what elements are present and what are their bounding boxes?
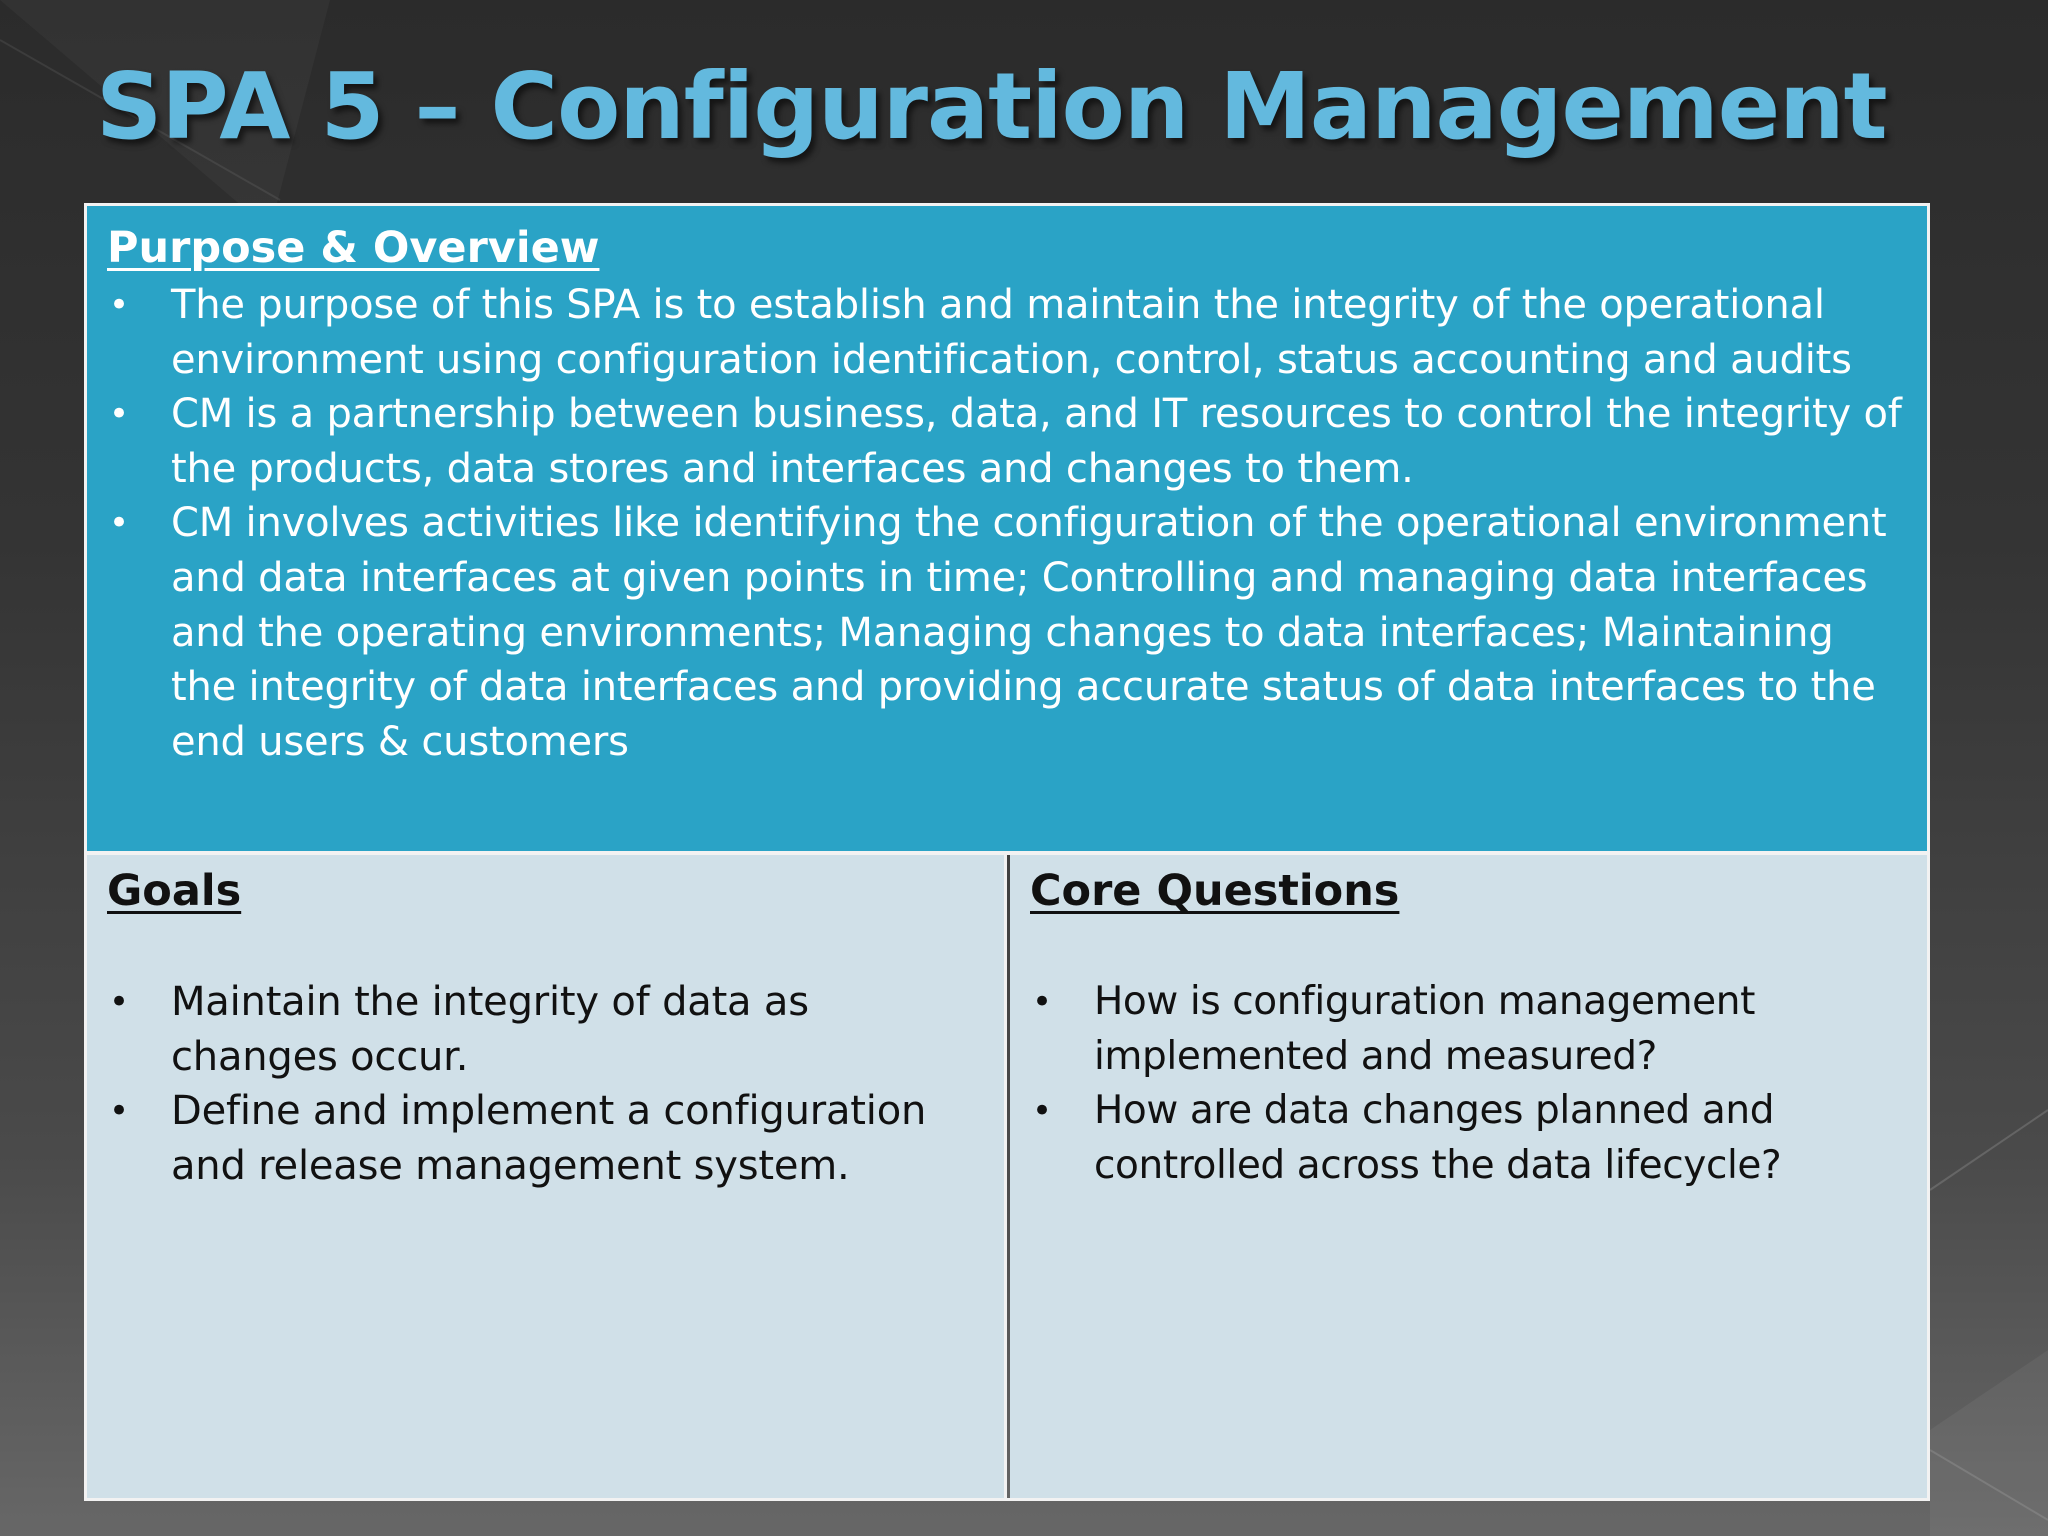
purpose-bullet-item	[107, 496, 1907, 769]
goals-bullet-item	[107, 1084, 984, 1193]
purpose-bullet-item	[107, 387, 1907, 496]
purpose-overview-cell	[87, 206, 1927, 851]
goals-bullet-text: Maintain the integrity of data as changes occur.	[171, 979, 809, 1080]
bullet-icon: •	[1032, 1091, 1052, 1132]
purpose-bullet-text: CM involves activities like identifying the configuration of the operational environment and data interfaces at given points in time; Controlling and managing data interfaces and the operating environments; Managing changes to data interfaces; Maintaining the integrity of data interfaces and providing accurate status of data interfaces to the end users & customers	[171, 500, 1887, 765]
bullet-icon: •	[109, 285, 129, 325]
core-question-item	[1030, 1084, 1919, 1193]
purpose-bullet-list	[107, 278, 1907, 769]
goals-heading: Goals	[107, 866, 242, 916]
goals-bullet-text: Define and implement a configuration and release management system.	[171, 1088, 927, 1189]
bullet-icon: •	[109, 503, 129, 544]
goals-bullet-list	[107, 975, 984, 1193]
core-questions-heading: Core Questions	[1030, 866, 1400, 916]
bullet-icon: •	[109, 394, 129, 435]
bullet-icon: •	[109, 1091, 129, 1132]
goals-bullet-item	[107, 975, 984, 1084]
goals-cell	[87, 855, 1007, 1498]
purpose-bullet-text: CM is a partnership between business, data, and IT resources to control the integrity of the products, data stores and interfaces and changes to them.	[171, 391, 1902, 492]
purpose-bullet-item	[107, 278, 1907, 387]
purpose-heading: Purpose & Overview	[107, 223, 600, 273]
bullet-icon: •	[109, 982, 129, 1022]
slide-title: SPA 5 – Configuration Management	[96, 53, 1887, 160]
core-question-text: How is configuration management implemented and measured?	[1094, 979, 1755, 1079]
core-questions-cell	[1010, 855, 1927, 1498]
core-questions-bullet-list	[1030, 975, 1919, 1193]
purpose-bullet-text: The purpose of this SPA is to establish and maintain the integrity of the operational environment using configuration identification, control, status accounting and audits	[171, 282, 1852, 383]
goals-questions-row	[87, 851, 1927, 1498]
core-question-text: How are data changes planned and controlled across the data lifecycle?	[1094, 1088, 1782, 1188]
core-question-item	[1030, 975, 1919, 1084]
bullet-icon: •	[1032, 982, 1052, 1022]
content-table	[84, 203, 1930, 1501]
